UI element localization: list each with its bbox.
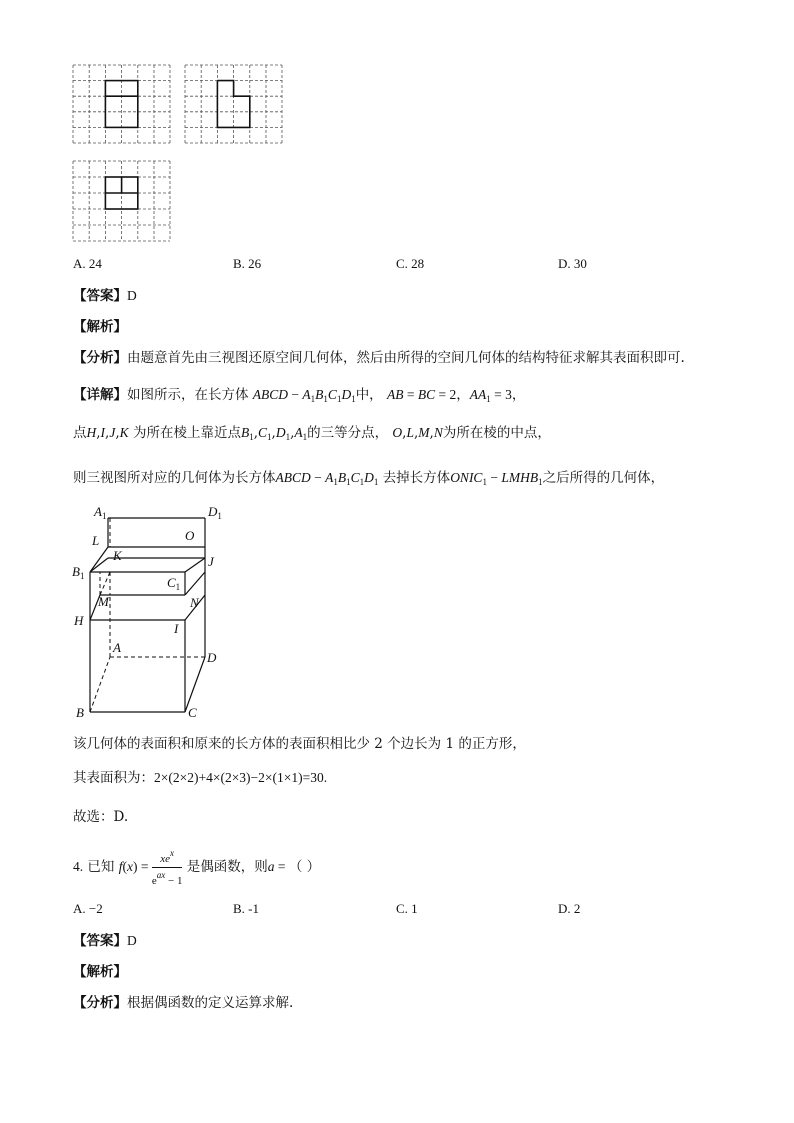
label-l: L bbox=[92, 533, 100, 548]
label-c: C bbox=[188, 705, 197, 720]
label-m: M bbox=[98, 594, 109, 609]
choice-b: B. 26 bbox=[233, 256, 262, 271]
hidden-m-k bbox=[100, 572, 110, 595]
fenxi-line: 【分析】由题意首先由三视图还原空间几何体，然后由所得的空间几何体的结构特征求解其表面积即可. bbox=[73, 350, 685, 366]
p4-fenxi-line: 【分析】根据偶函数的定义运算求解. bbox=[73, 995, 294, 1011]
p4-choice-d: D. 2 bbox=[558, 901, 581, 916]
label-a: A bbox=[113, 640, 121, 655]
label-d1: $D_1$ bbox=[208, 504, 222, 521]
label-k: K bbox=[113, 548, 122, 563]
edge-c-d bbox=[185, 657, 205, 712]
hidden-b-a bbox=[90, 657, 110, 712]
label-a1: $A_1$ bbox=[94, 504, 107, 521]
points-line: 点H,I,J,K 为所在棱上靠近点$B_1,C_1,D_1,A_1$的三等分点， O,L,M,N为所在棱的中点， bbox=[73, 425, 551, 442]
geometry-line: 则三视图所对应的几何体为长方体ABCD − $A_1B_1C_1D_1$ 去掉长方体$ONIC_1$ − $LMHB_1$之后所得的几何体， bbox=[73, 470, 665, 487]
problem4-stem: 4. 已知 f(x) = $\frac{xe^x}{e^{ax} - 1}$ 是偶函数，则a = （ ） bbox=[73, 848, 321, 887]
p4-choice-b: B. -1 bbox=[233, 901, 260, 916]
function-fraction: $\frac{xe^x}{e^{ax} - 1}$ bbox=[151, 848, 183, 887]
answer-line: 【答案】D bbox=[73, 288, 137, 304]
three-view-front bbox=[72, 64, 172, 146]
p4-choice-a: A. −2 bbox=[73, 901, 103, 916]
choice-c: C. 28 bbox=[396, 256, 425, 271]
three-view-top bbox=[72, 160, 172, 244]
label-b: B bbox=[76, 705, 84, 720]
analysis-heading: 【解析】 bbox=[73, 319, 127, 335]
choice-a: A. 24 bbox=[73, 256, 102, 271]
label-n: N bbox=[190, 595, 199, 610]
p4-answer-line: 【答案】D bbox=[73, 933, 137, 949]
label-j: J bbox=[208, 554, 214, 569]
choice-d: D. 30 bbox=[558, 256, 587, 271]
label-b1: $B_1$ bbox=[72, 564, 85, 581]
label-h: H bbox=[74, 613, 84, 628]
surface-area-line: 其表面积为：2×(2×2)+4×(2×3)−2×(1×1)=30. bbox=[73, 770, 328, 786]
label-c1: $C_1$ bbox=[167, 575, 181, 592]
cuboid-figure bbox=[70, 500, 230, 725]
label-o: O bbox=[185, 528, 195, 543]
edge-c1-j bbox=[185, 558, 205, 572]
three-view-side bbox=[184, 64, 284, 146]
p4-choice-c: C. 1 bbox=[396, 901, 418, 916]
p4-analysis-heading: 【解析】 bbox=[73, 964, 127, 980]
label-i: I bbox=[174, 621, 179, 636]
conclusion-line: 该几何体的表面积和原来的长方体的表面积相比少 2 个边长为 1 的正方形， bbox=[73, 736, 526, 752]
edge-n-j bbox=[185, 572, 205, 595]
label-d: D bbox=[207, 650, 217, 665]
final-choice-line: 故选：D. bbox=[73, 809, 129, 825]
xiangjie-line: 【详解】如图所示，在长方体 ABCD − $A_1B_1C_1D_1$中， AB = BC = 2，$AA_1 = 3$， bbox=[73, 387, 526, 404]
